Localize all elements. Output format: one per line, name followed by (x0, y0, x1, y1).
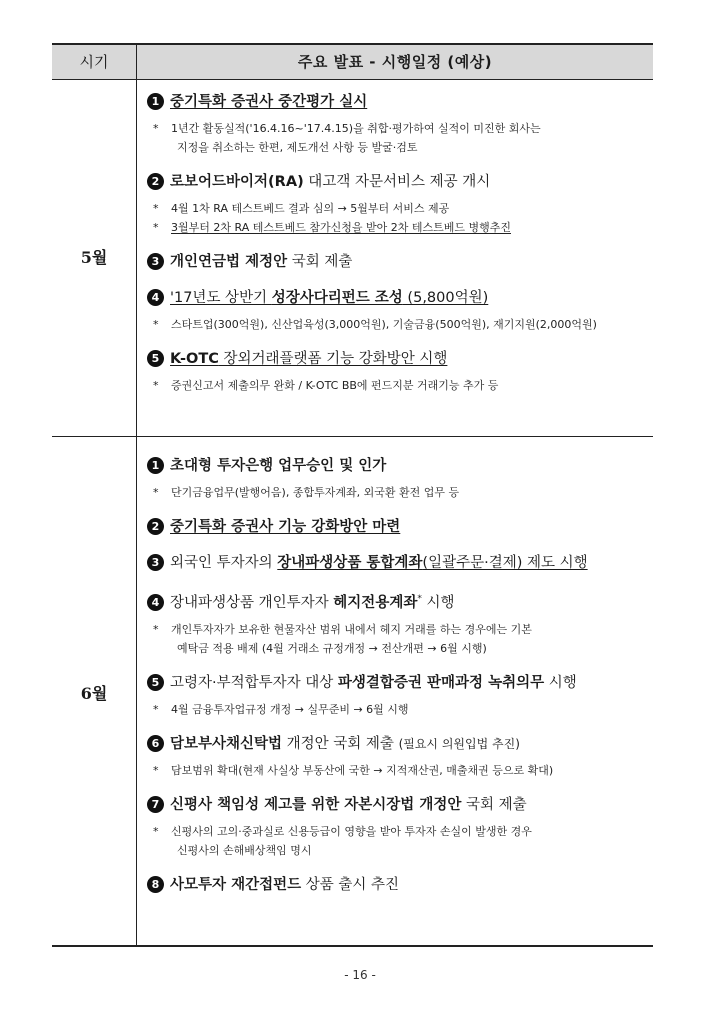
page-number: - 16 - (344, 968, 376, 982)
item-detail: * 스타트업(300억원), 신산업육성(3,000억원), 기술금융(500억원), 재기지원(2,000억원) (147, 315, 647, 334)
item-number: 7 (147, 796, 164, 813)
item-title: 개인연금법 제정안 (170, 254, 288, 270)
schedule-table (52, 43, 653, 947)
list-item (147, 91, 647, 157)
may-items (147, 91, 647, 395)
item-number: 8 (147, 876, 164, 893)
item-detail: * 담보범위 확대(현재 사실상 부동산에 국한 → 지적재산권, 매출채권 등으로 확대) (147, 761, 647, 780)
item-title: 중기특화 증권사 중간평가 실시 (170, 94, 368, 110)
item-title: K-OTC (170, 351, 219, 367)
item-title: 초대형 투자은행 업무승인 및 인가 (170, 458, 387, 474)
list-item: 3 개인연금법 제정안 국회 제출 (147, 251, 647, 273)
item-title: 헤지전용계좌 (333, 594, 418, 611)
row-divider (52, 436, 653, 437)
item-number: 3 (147, 253, 164, 270)
item-number: 5 (147, 674, 164, 691)
item-title: 성장사다리펀드 조성 (271, 290, 403, 306)
item-title: 중기특화 증권사 기능 강화방안 마련 (170, 519, 401, 535)
list-item: 8 사모투자 재간접펀드 상품 출시 추진 (147, 874, 647, 896)
item-title: 장내파생상품 통합계좌 (277, 555, 423, 571)
item-number: 2 (147, 173, 164, 190)
column-divider (136, 45, 137, 945)
item-number: 4 (147, 594, 164, 611)
header-main: 주요 발표 - 시행일정 (예상) (297, 53, 493, 71)
item-number: 4 (147, 289, 164, 306)
list-item: 7 신평사 책임성 제고를 위한 자본시장법 개정안 국회 제출 * 신평사의 고의·중과실로 신용등급이 영향을 받아 투자자 손실이 발생한 경우 신평사의 손해배상책임 명시 (147, 794, 647, 860)
month-label-may: 5월 (80, 248, 108, 267)
month-label-june: 6월 (80, 684, 108, 703)
item-title: 사모투자 재간접펀드 (170, 876, 302, 893)
item-detail: * 3월부터 2차 RA 테스트베드 참가신청을 받아 2차 테스트베드 병행추진 (147, 218, 647, 237)
item-detail: * 증권신고서 제출의무 완화 / K-OTC BB에 펀드지분 거래기능 추가 등 (147, 376, 647, 395)
june-items (147, 455, 647, 896)
item-number: 5 (147, 350, 164, 367)
item-title: 신평사 책임성 제고를 위한 자본시장법 개정안 (170, 796, 462, 813)
item-detail: * 개인투자자가 보유한 현물자산 범위 내에서 헤지 거래를 하는 경우에는 기본 예탁금 적용 배제 (4월 거래소 규정개정 → 전산개편 → 6월 시행) (147, 620, 647, 658)
item-number: 1 (147, 457, 164, 474)
item-detail: * 4월 1차 RA 테스트베드 결과 심의 → 5월부터 서비스 제공 (147, 199, 647, 218)
item-detail: * 1년간 활동실적('16.4.16~'17.4.15)을 취합·평가하여 실적이 미진한 회사는 지정을 취소하는 한편, 제도개선 사항 등 발굴·검토 (147, 119, 647, 157)
list-item: 4 장내파생상품 개인투자자 헤지전용계좌* 시행 * 개인투자자가 보유한 현물자산 범위 내에서 헤지 거래를 하는 경우에는 기본 예탁금 적용 배제 (4월 거래소 규정개정 → 전산개편 → 6월 시행) (147, 588, 647, 658)
list-item (147, 455, 647, 502)
item-detail: * 신평사의 고의·중과실로 신용등급이 영향을 받아 투자자 손실이 발생한 경우 신평사의 손해배상책임 명시 (147, 822, 647, 860)
item-detail: * 단기금융업무(발행어음), 종합투자계좌, 외국환 환전 업무 등 (147, 483, 647, 502)
item-detail: * 4월 금융투자업규정 개정 → 실무준비 → 6월 시행 (147, 700, 647, 719)
list-item: 6 담보부사채신탁법 개정안 국회 제출 (필요시 의원입법 추진) * 담보범위 확대(현재 사실상 부동산에 국한 → 지적재산권, 매출채권 등으로 확대) (147, 733, 647, 780)
list-item: 3 외국인 투자자의 장내파생상품 통합계좌(일괄주문·결제) 제도 시행 (147, 552, 647, 574)
item-number: 2 (147, 518, 164, 535)
item-title: 담보부사채신탁법 (170, 735, 283, 752)
item-number: 6 (147, 735, 164, 752)
list-item: 5 고령자·부적합투자자 대상 파생결합증권 판매과정 녹취의무 시행 * 4월 금융투자업규정 개정 → 실무준비 → 6월 시행 (147, 672, 647, 719)
list-item: 5 K-OTC 장외거래플랫폼 기능 강화방안 시행 * 증권신고서 제출의무 완화 / K-OTC BB에 펀드지분 거래기능 추가 등 (147, 348, 647, 395)
item-number: 3 (147, 554, 164, 571)
list-item: 2 로보어드바이저(RA) 대고객 자문서비스 제공 개시 * 4월 1차 RA 테스트베드 결과 심의 → 5월부터 서비스 제공 * 3월부터 2차 RA 테스트베드 참가신청을 받아 2차 테스트베드 병행추진 (147, 171, 647, 237)
table-header (52, 45, 653, 80)
item-number: 1 (147, 93, 164, 110)
item-title: 로보어드바이저(RA) (170, 174, 304, 190)
list-item: 4 '17년도 상반기 성장사다리펀드 조성 (5,800억원) * 스타트업(300억원), 신산업육성(3,000억원), 기술금융(500억원), 재기지원(2,000억원) (147, 287, 647, 334)
header-period: 시기 (79, 53, 109, 71)
list-item (147, 516, 647, 538)
item-title: 파생결합증권 판매과정 녹취의무 (337, 674, 545, 691)
